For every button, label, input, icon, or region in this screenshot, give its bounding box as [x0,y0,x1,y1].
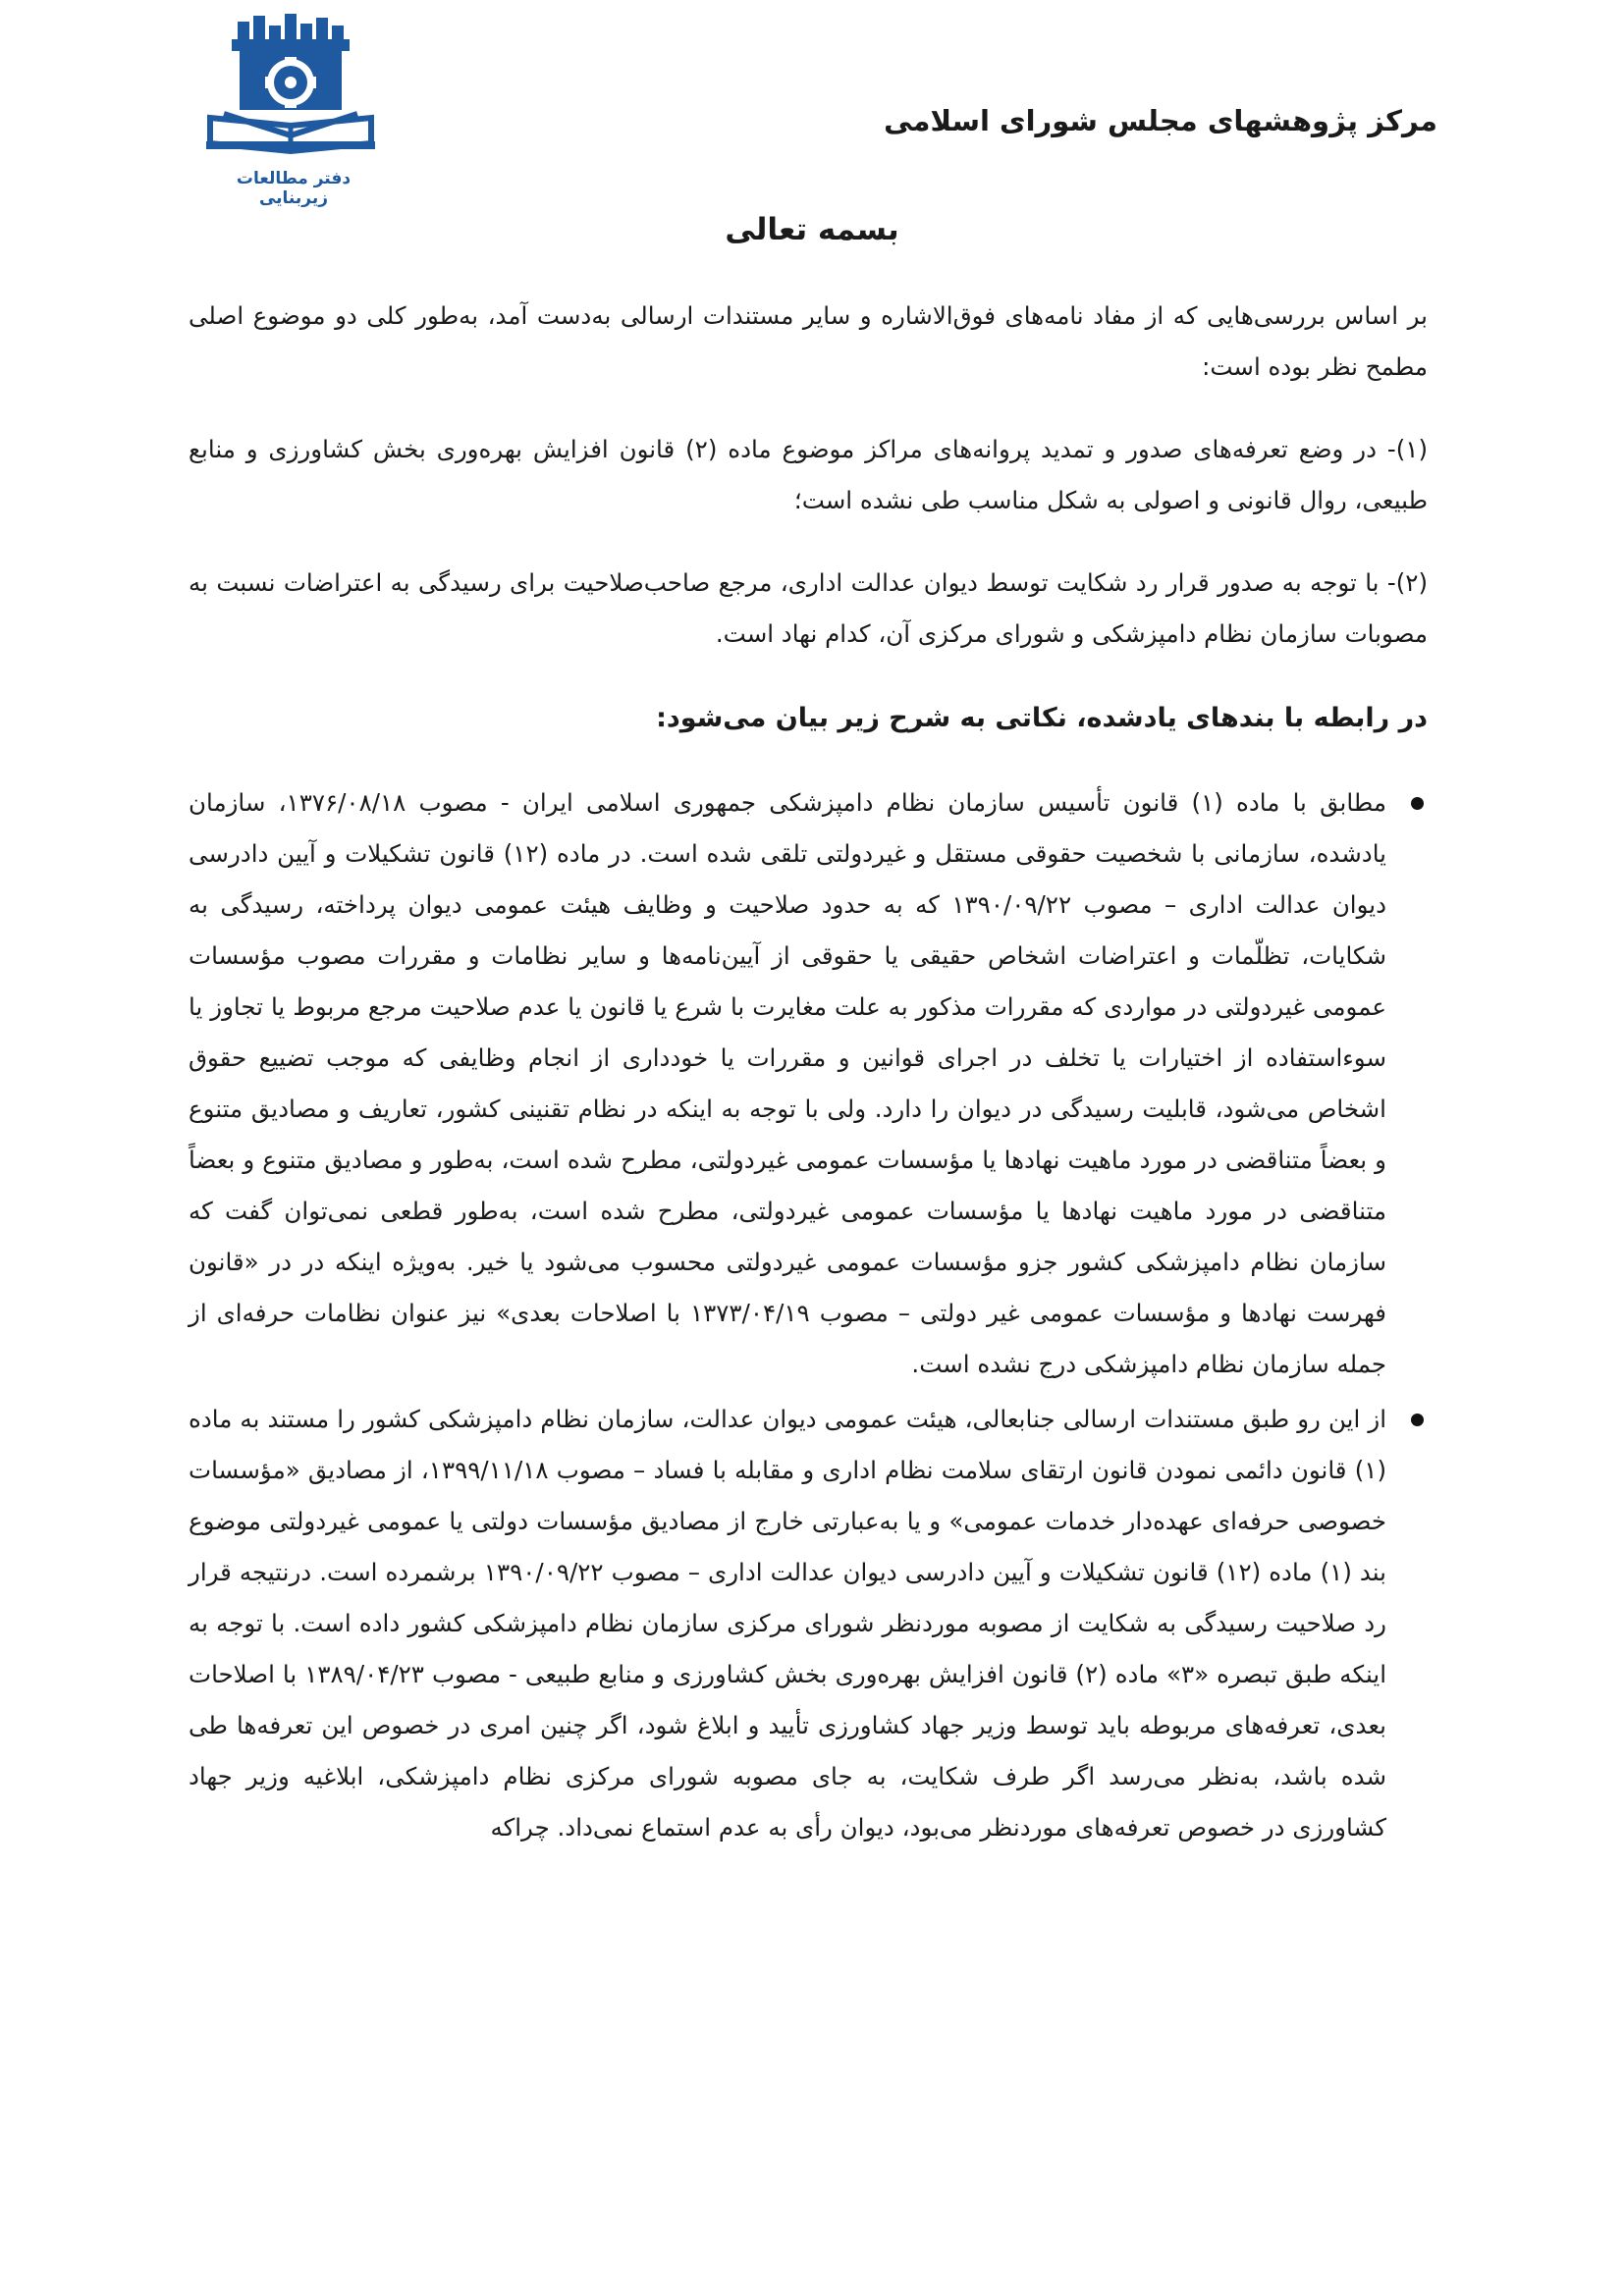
bullet-text: از این رو طبق مستندات ارسالی جنابعالی، هیئت عمومی دیوان عدالت، سازمان نظام دامپزشکی کشور را مستند به ماده (۱) قانون دائمی نمودن قانون ارتقای سلامت نظام اداری و مقابله با فساد – مصوب ۱۳۹۹/۱۱/۱۸، از مصادیق «مؤسسات خصوصی حرفه‌ای عهده‌دار خدمات عمومی» و یا به‌عبارتی خارج از مصادیق مؤسسات دولتی یا عمومی غیردولتی موضوع بند (۱) ماده (۱۲) قانون تشکیلات و آیین دادرسی دیوان عدالت اداری – مصوب ۱۳۹۰/۰۹/۲۲ برشمرده است. درنتیجه قرار رد صلاحیت رسیدگی به شکایت از مصوبه موردنظر شورای مرکزی سازمان نظام دامپزشکی کشور داده است. با توجه به اینکه طبق تبصره «۳» ماده (۲) قانون افزایش بهره‌وری بخش کشاورزی و منابع طبیعی - مصوب ۱۳۸۹/۰۴/۲۳ با اصلاحات بعدی، تعرفه‌های مربوطه باید توسط وزیر جهاد کشاورزی تأیید و ابلاغ شود، اگر چنین امری در خصوص این تعرفه‌ها طی شده باشد، به‌نظر می‌رسد اگر طرف شکایت، به جای مصوبه شورای مرکزی نظام دامپزشکی، ابلاغیه وزیر جهاد کشاورزی در خصوص تعرفه‌های موردنظر می‌بود، دیوان رأی به عدم استماع نمی‌داد. چراکه [189,1405,1386,1842]
bullet-text: مطابق با ماده (۱) قانون تأسیس سازمان نظام دامپزشکی جمهوری اسلامی ایران - مصوب ۱۳۷۶/۰۸/۱۸، سازمان یادشده، سازمانی با شخصیت حقوقی مستقل و غیردولتی تلقی شده است. در ماده (۱۲) قانون تشکیلات و آیین دادرسی دیوان عدالت اداری – مصوب ۱۳۹۰/۰۹/۲۲ که به حدود صلاحیت و وظایف هیئت عمومی دیوان پرداخته، رسیدگی به شکایات، تظلّمات و اعتراضات اشخاص حقیقی یا حقوقی از آیین‌نامه‌ها و سایر نظامات و مقررات مصوب مؤسسات عمومی غیردولتی در مواردی که مقررات مذکور به علت مغایرت با شرع یا قانون یا عدم صلاحیت مرجع مربوط یا تجاوز یا سوءاستفاده از اختیارات یا تخلف در اجرای قوانین و مقررات یا خودداری از انجام وظایفی که موجب تضییع حقوق اشخاص می‌شود، قابلیت رسیدگی در دیوان را دارد. ولی با توجه به اینکه در نظام تقنینی کشور، تعاریف و مصادیق متنوع و بعضاً متناقضی در مورد ماهیت نهادها یا مؤسسات عمومی غیردولتی، مطرح شده است، به‌طور و مصادیق متنوع و بعضاً متناقضی در مورد ماهیت نهادها یا مؤسسات عمومی غیردولتی، مطرح شده است، به‌طور قطعی نمی‌توان گفت که سازمان نظام دامپزشکی کشور جزو مؤسسات عمومی غیردولتی محسوب می‌شود یا خیر. به‌ویژه اینکه در در «قانون فهرست نهادها و مؤسسات عمومی غیر دولتی – مصوب ۱۳۷۳/۰۴/۱۹ با اصلاحات بعدی» نیز عنوان نظامات حرفه‌ای از جمله سازمان نظام دامپزشکی درج نشده است. [189,788,1387,1378]
list-item [189,1394,1428,1853]
bullet-icon [1411,1414,1424,1426]
topic-two-paragraph: (۲)- با توجه به صدور قرار رد شکایت توسط دیوان عدالت اداری، مرجع صاحب‌صلاحیت برای رسیدگی به اعتراضات نسبت به مصوبات سازمان نظام دامپزشکی و شورای مرکزی آن، کدام نهاد است. [189,568,1428,648]
intro-paragraph: بر اساس بررسی‌هایی که از مفاد نامه‌های فوق‌الاشاره و سایر مستندات ارسالی به‌دست آمد، به‌طور کلی دو موضوع اصلی مطمح نظر بوده است: [189,301,1428,381]
bullet-icon [1411,797,1424,810]
logo-caption: دفتر مطالعات زیربنایی [236,169,352,208]
institution-logo [200,12,387,208]
page-header [0,0,1624,206]
list-item [189,777,1428,1390]
notes-bullet-list [189,777,1428,1857]
organization-name: مرکز پژوهشهای مجلس شورای اسلامی [884,104,1437,137]
document-title: بسمه تعالی [725,212,899,247]
topic-one-paragraph: (۱)- در وضع تعرفه‌های صدور و تمدید پروانه‌های مراکز موضوع ماده (۲) قانون افزایش بهره‌وری بخش کشاورزی و منابع طبیعی، روال قانونی و اصولی به شکل مناسب طی نشده است؛ [189,435,1428,514]
logo-emblem-icon [200,12,387,169]
section-lead-heading: در رابطه با بندهای یادشده، نکاتی به شرح زیر بیان می‌شود: [656,703,1428,733]
